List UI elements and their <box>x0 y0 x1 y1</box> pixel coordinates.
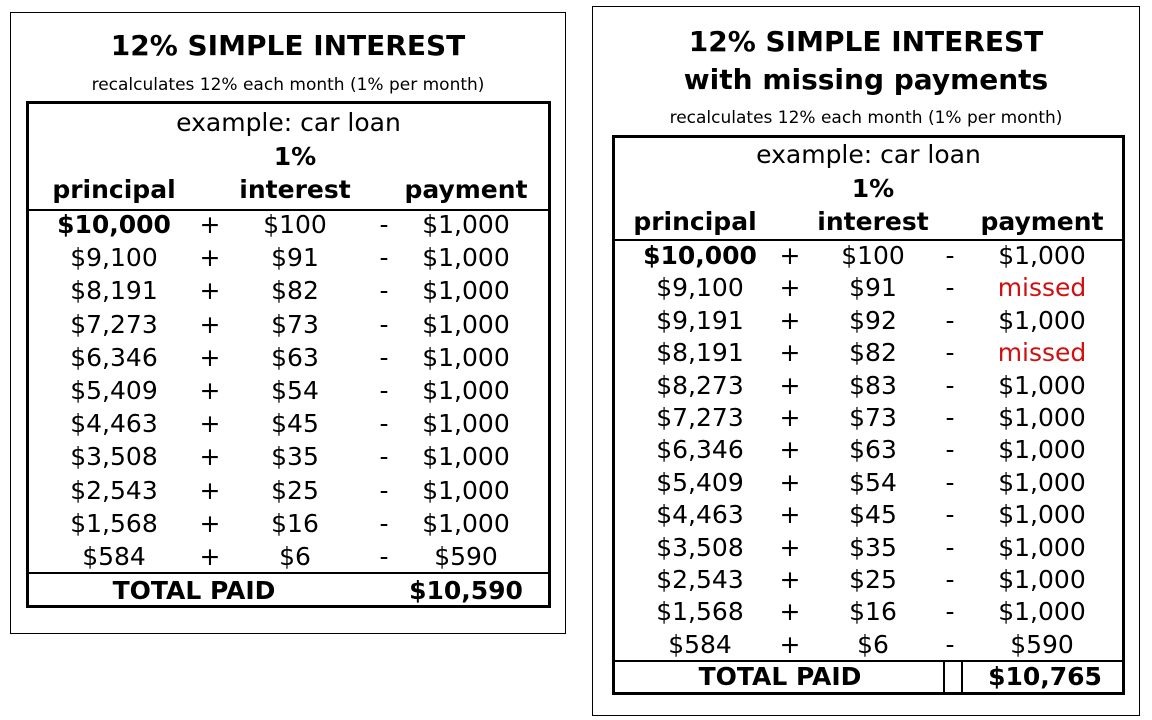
payment-cell: $1,000 <box>998 467 1086 497</box>
payment-cell: $1,000 <box>422 475 510 505</box>
payment-cell: $1,000 <box>422 508 510 538</box>
interest-cell: $91 <box>849 273 897 303</box>
plus-sign: + <box>779 500 801 530</box>
header-principal: principal <box>633 207 757 236</box>
principal-cell: $10,000 <box>643 241 757 270</box>
principal-cell: $9,191 <box>656 305 744 335</box>
loan-table <box>26 101 551 608</box>
interest-cell: $73 <box>849 403 897 432</box>
principal-cell: $2,543 <box>70 475 158 505</box>
total-label: TOTAL PAID <box>698 662 862 691</box>
minus-sign: - <box>945 338 955 368</box>
panel-title: 12% SIMPLE INTEREST <box>688 25 1044 58</box>
total-divider-line <box>943 662 945 692</box>
plus-sign: + <box>199 542 221 571</box>
plus-sign: + <box>779 597 801 627</box>
plus-sign: + <box>779 629 801 659</box>
interest-cell: $54 <box>849 467 897 497</box>
plus-sign: + <box>779 532 801 562</box>
total-label: TOTAL PAID <box>112 576 276 605</box>
simple-interest-panel <box>10 12 566 634</box>
principal-cell: $3,508 <box>70 442 158 472</box>
total-row <box>29 574 548 607</box>
payment-cell: $1,000 <box>422 442 510 472</box>
plus-sign: + <box>779 467 801 497</box>
plus-sign: + <box>199 508 221 538</box>
table-row <box>29 341 548 374</box>
principal-cell: $4,463 <box>70 409 158 439</box>
minus-sign: - <box>945 305 955 335</box>
header-payment: payment <box>980 207 1104 236</box>
principal-cell: $7,273 <box>70 309 158 339</box>
payment-cell: missed <box>997 273 1087 303</box>
minus-sign: - <box>379 442 389 472</box>
minus-sign: - <box>945 241 955 270</box>
minus-sign: - <box>945 565 955 594</box>
principal-cell: $6,346 <box>656 435 744 465</box>
plus-sign: + <box>779 241 801 270</box>
interest-cell: $100 <box>841 241 905 270</box>
minus-sign: - <box>945 532 955 562</box>
payment-cell: $590 <box>434 542 498 571</box>
panel-title-line2: with missing payments <box>683 63 1049 96</box>
payment-cell: $1,000 <box>998 241 1086 270</box>
interest-cell: $16 <box>849 597 897 627</box>
interest-cell: $63 <box>849 435 897 465</box>
principal-cell: $10,000 <box>57 210 171 239</box>
plus-sign: + <box>779 305 801 335</box>
minus-sign: - <box>945 273 955 303</box>
interest-cell: $6 <box>857 629 889 659</box>
interest-cell: $45 <box>271 409 319 439</box>
payment-cell: $1,000 <box>422 376 510 405</box>
plus-sign: + <box>779 403 801 432</box>
payment-cell: $1,000 <box>998 597 1086 627</box>
payment-cell: $1,000 <box>422 243 510 273</box>
table-row <box>29 374 548 407</box>
plus-sign: + <box>199 243 221 273</box>
payment-cell: $1,000 <box>422 309 510 339</box>
principal-cell: $2,543 <box>656 565 744 594</box>
table-row <box>615 271 1122 304</box>
plus-sign: + <box>199 210 221 239</box>
table-row <box>615 595 1122 628</box>
interest-cell: $16 <box>271 508 319 538</box>
table-row <box>615 401 1122 434</box>
principal-cell: $1,568 <box>70 508 158 538</box>
plus-sign: + <box>779 565 801 594</box>
plus-sign: + <box>199 475 221 505</box>
table-row <box>29 440 548 473</box>
principal-cell: $5,409 <box>656 467 744 497</box>
interest-cell: $35 <box>271 442 319 472</box>
minus-sign: - <box>379 309 389 339</box>
payment-cell: $1,000 <box>998 403 1086 432</box>
interest-cell: $82 <box>271 276 319 306</box>
interest-cell: $83 <box>849 370 897 400</box>
payment-cell: $590 <box>1010 629 1074 659</box>
table-row <box>29 474 548 507</box>
plus-sign: + <box>779 435 801 465</box>
example-label: example: car loan <box>756 140 981 169</box>
plus-sign: + <box>779 370 801 400</box>
table-row <box>29 274 548 307</box>
minus-sign: - <box>945 403 955 432</box>
minus-sign: - <box>945 370 955 400</box>
total-value: $10,765 <box>988 662 1102 691</box>
interest-cell: $73 <box>271 309 319 339</box>
minus-sign: - <box>379 276 389 306</box>
minus-sign: - <box>379 210 389 239</box>
payment-cell: missed <box>997 338 1087 368</box>
header-principal: principal <box>52 175 176 204</box>
payment-cell: $1,000 <box>422 409 510 439</box>
principal-cell: $1,568 <box>656 597 744 627</box>
missing-payments-panel <box>592 6 1140 716</box>
rate-label: 1% <box>851 174 895 203</box>
table-row <box>615 304 1122 337</box>
minus-sign: - <box>945 500 955 530</box>
principal-cell: $5,409 <box>70 376 158 405</box>
interest-cell: $6 <box>279 542 311 571</box>
plus-sign: + <box>199 376 221 405</box>
table-row <box>615 563 1122 596</box>
interest-cell: $100 <box>263 210 327 239</box>
principal-cell: $8,191 <box>70 276 158 306</box>
total-divider-line <box>961 662 963 692</box>
table-row <box>615 239 1122 272</box>
table-row <box>615 531 1122 564</box>
principal-cell: $9,100 <box>70 243 158 273</box>
header-interest: interest <box>817 207 929 236</box>
interest-cell: $35 <box>849 532 897 562</box>
principal-cell: $8,273 <box>656 370 744 400</box>
plus-sign: + <box>199 442 221 472</box>
interest-cell: $91 <box>271 243 319 273</box>
plus-sign: + <box>779 338 801 368</box>
interest-cell: $92 <box>849 305 897 335</box>
header-interest: interest <box>239 175 351 204</box>
minus-sign: - <box>379 409 389 439</box>
principal-cell: $6,346 <box>70 342 158 372</box>
panel-subtitle: recalculates 12% each month (1% per month) <box>91 75 485 95</box>
payment-cell: $1,000 <box>998 565 1086 594</box>
minus-sign: - <box>379 342 389 372</box>
interest-cell: $25 <box>849 565 897 594</box>
payment-cell: $1,000 <box>998 435 1086 465</box>
minus-sign: - <box>379 243 389 273</box>
table-row <box>29 507 548 540</box>
minus-sign: - <box>379 376 389 405</box>
table-row <box>615 498 1122 531</box>
payment-cell: $1,000 <box>998 532 1086 562</box>
table-row <box>615 628 1122 661</box>
plus-sign: + <box>779 273 801 303</box>
minus-sign: - <box>379 542 389 571</box>
table-row <box>29 208 548 241</box>
table-row <box>29 540 548 573</box>
interest-cell: $54 <box>271 376 319 405</box>
interest-cell: $82 <box>849 338 897 368</box>
plus-sign: + <box>199 276 221 306</box>
minus-sign: - <box>379 508 389 538</box>
table-row <box>29 308 548 341</box>
plus-sign: + <box>199 309 221 339</box>
total-value: $10,590 <box>409 576 523 605</box>
header-payment: payment <box>404 175 528 204</box>
interest-cell: $25 <box>271 475 319 505</box>
minus-sign: - <box>945 629 955 659</box>
minus-sign: - <box>945 467 955 497</box>
interest-cell: $63 <box>271 342 319 372</box>
payment-cell: $1,000 <box>422 276 510 306</box>
principal-cell: $584 <box>82 542 146 571</box>
loan-table <box>612 135 1125 695</box>
table-row <box>615 433 1122 466</box>
principal-cell: $3,508 <box>656 532 744 562</box>
minus-sign: - <box>945 435 955 465</box>
table-row <box>29 241 548 274</box>
payment-cell: $1,000 <box>422 210 510 239</box>
table-row <box>615 466 1122 499</box>
principal-cell: $8,191 <box>656 338 744 368</box>
payment-cell: $1,000 <box>998 370 1086 400</box>
interest-cell: $45 <box>849 500 897 530</box>
principal-cell: $4,463 <box>656 500 744 530</box>
principal-cell: $7,273 <box>656 403 744 432</box>
payment-cell: $1,000 <box>998 500 1086 530</box>
table-row <box>29 407 548 440</box>
panel-subtitle: recalculates 12% each month (1% per month) <box>669 108 1063 128</box>
principal-cell: $584 <box>668 629 732 659</box>
table-row <box>615 336 1122 369</box>
panel-title: 12% SIMPLE INTEREST <box>110 29 466 62</box>
table-row <box>615 369 1122 402</box>
minus-sign: - <box>945 597 955 627</box>
plus-sign: + <box>199 409 221 439</box>
minus-sign: - <box>379 475 389 505</box>
payment-cell: $1,000 <box>998 305 1086 335</box>
payment-cell: $1,000 <box>422 342 510 372</box>
rate-label: 1% <box>273 142 317 171</box>
example-label: example: car loan <box>176 108 401 137</box>
total-row <box>615 662 1122 692</box>
plus-sign: + <box>199 342 221 372</box>
principal-cell: $9,100 <box>656 273 744 303</box>
